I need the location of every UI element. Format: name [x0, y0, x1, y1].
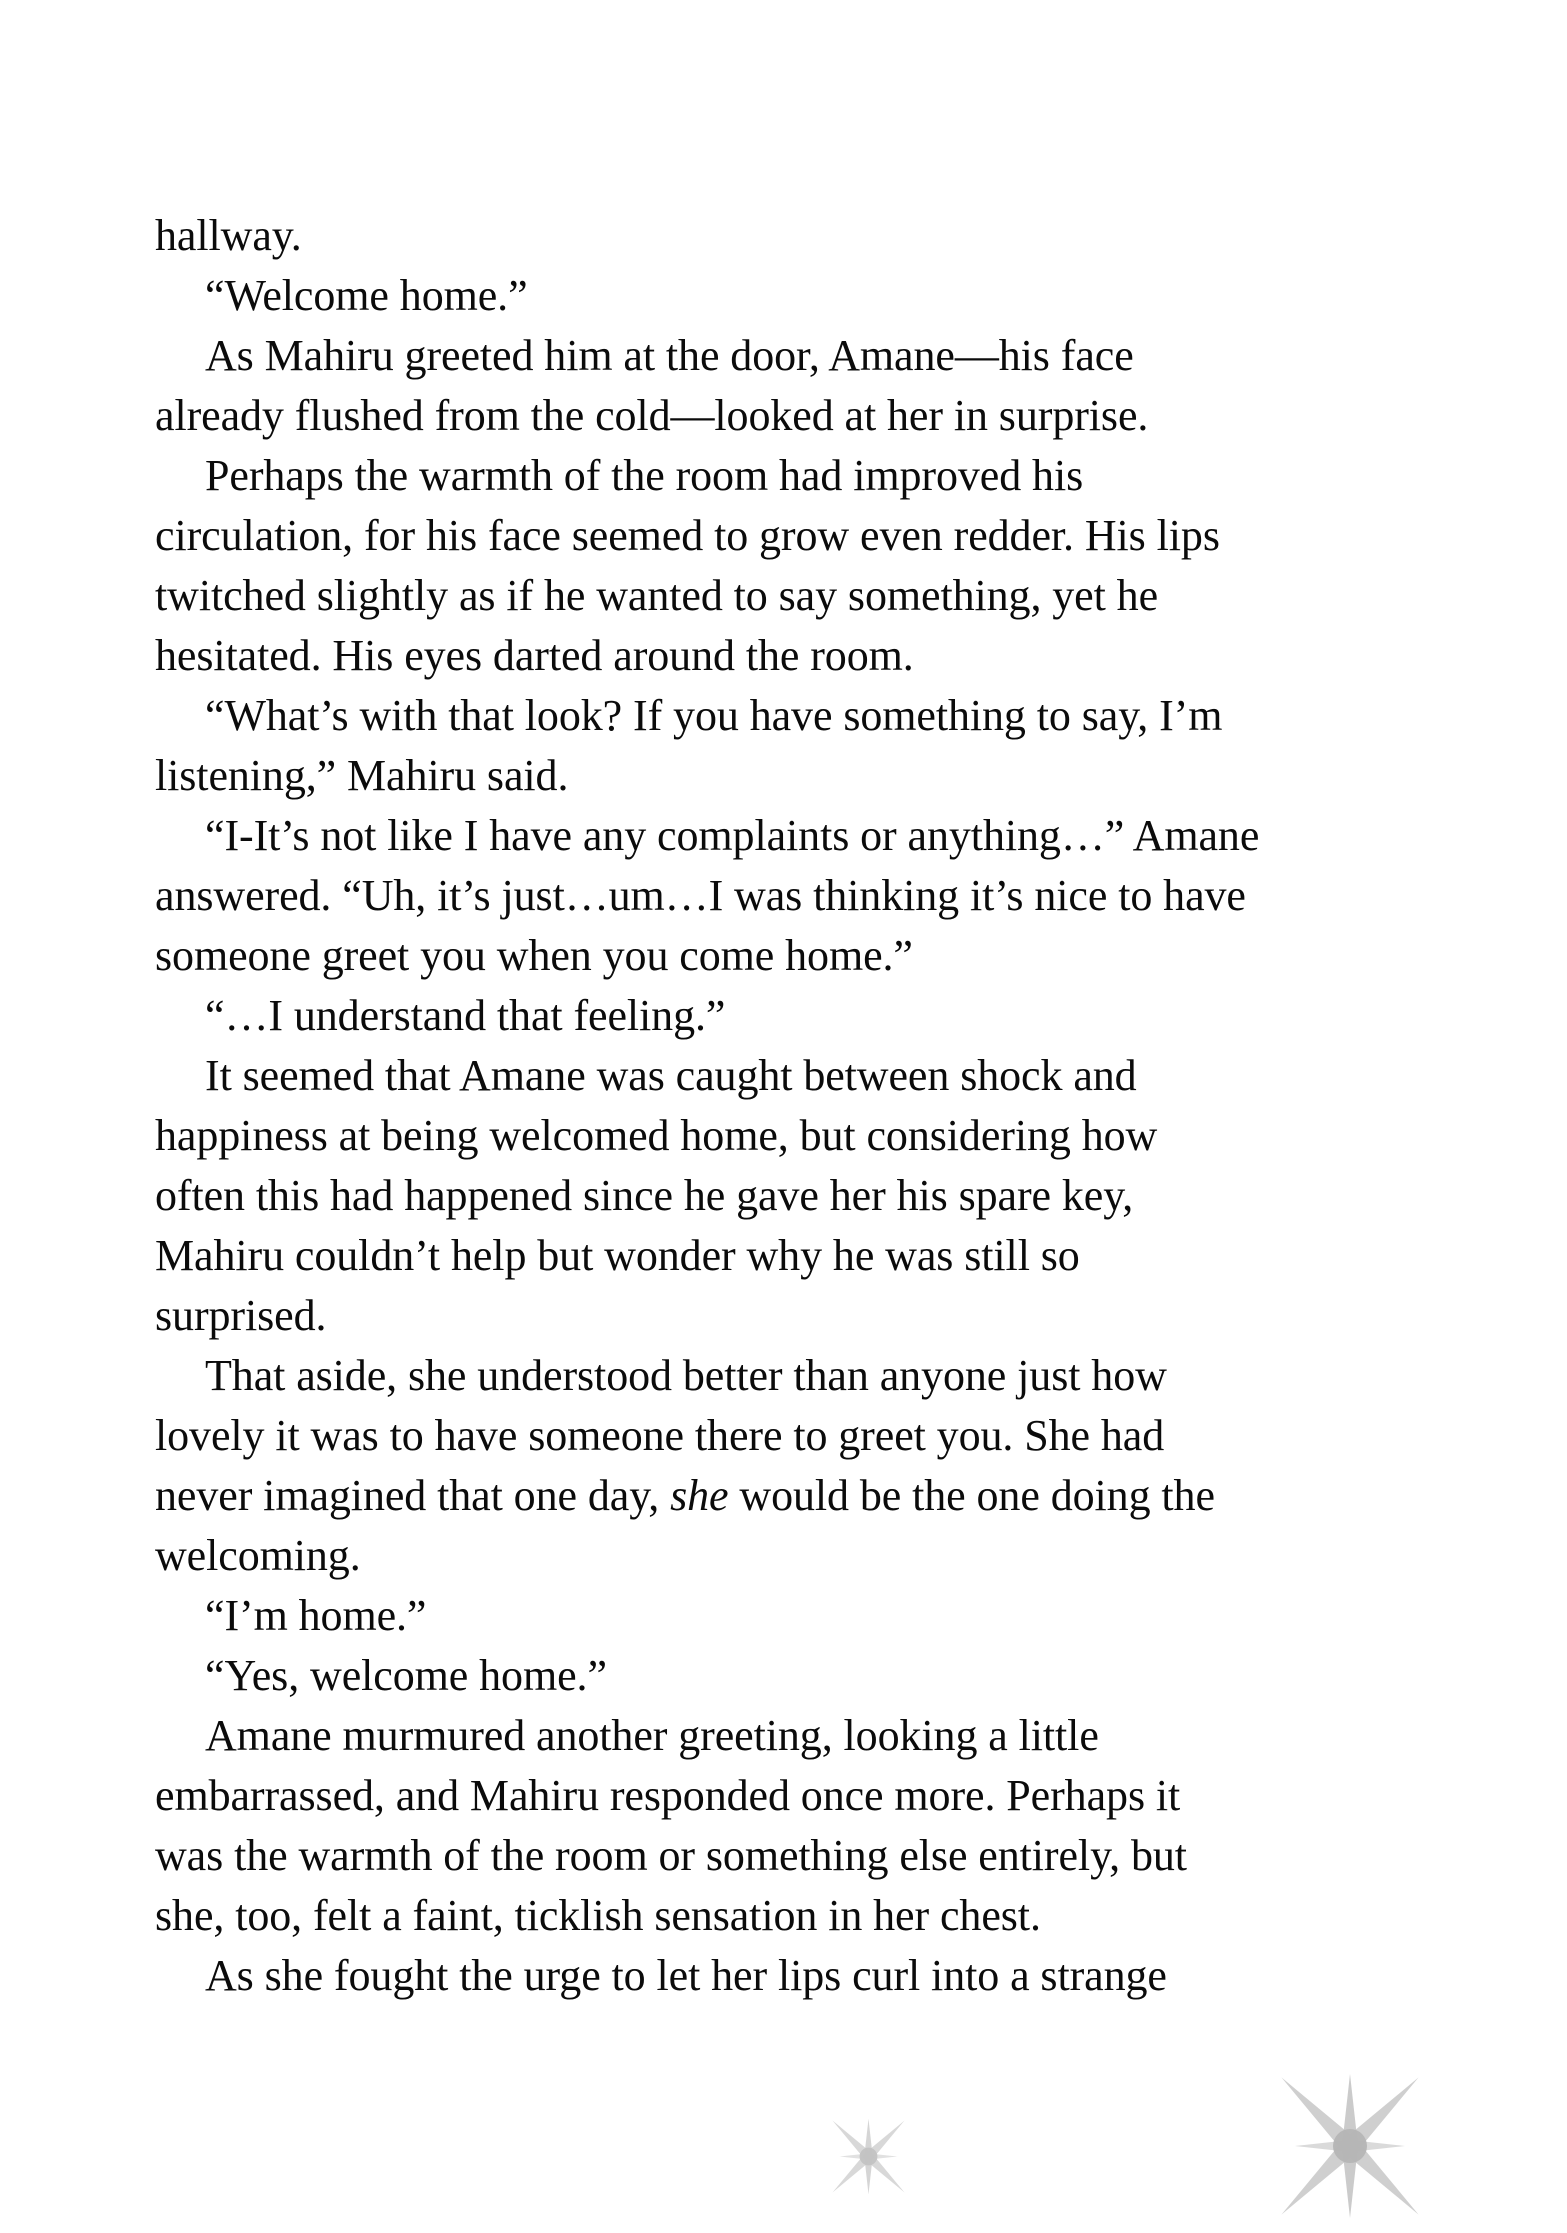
text-segment: embarrassed, and Mahiru responded once more. Perhaps it	[155, 1771, 1181, 1820]
text-line	[155, 866, 1465, 926]
text-line	[155, 806, 1465, 866]
text-line	[155, 626, 1465, 686]
text-line	[155, 566, 1465, 626]
text-segment: never imagined that one day,	[155, 1471, 671, 1520]
text-line	[155, 986, 1465, 1046]
italic-text: she	[670, 1471, 729, 1520]
text-segment: “…I understand that feeling.”	[205, 991, 726, 1040]
text-line	[155, 1406, 1465, 1466]
text-line	[155, 1646, 1465, 1706]
text-line	[155, 1466, 1465, 1526]
text-segment: “I-It’s not like I have any complaints or anything…” Amane	[205, 811, 1260, 860]
text-line	[155, 1526, 1465, 1586]
text-segment: was the warmth of the room or something else entirely, but	[155, 1831, 1187, 1880]
text-line	[155, 686, 1465, 746]
text-segment: “Yes, welcome home.”	[205, 1651, 607, 1700]
text-segment: already flushed from the cold—looked at her in surprise.	[155, 391, 1149, 440]
text-segment: As Mahiru greeted him at the door, Amane—his face	[205, 331, 1134, 380]
text-segment: someone greet you when you come home.”	[155, 931, 913, 980]
text-segment: hallway.	[155, 211, 302, 260]
text-line	[155, 386, 1465, 446]
text-segment: hesitated. His eyes darted around the room.	[155, 631, 914, 680]
text-segment: answered. “Uh, it’s just…um…I was thinking it’s nice to have	[155, 871, 1246, 920]
sparkle-large-icon	[1250, 2046, 1450, 2233]
text-segment: That aside, she understood better than anyone just how	[205, 1351, 1167, 1400]
text-line	[155, 1766, 1465, 1826]
text-line	[155, 1886, 1465, 1946]
text-line	[155, 1046, 1465, 1106]
text-line	[155, 1946, 1465, 2006]
text-line	[155, 1346, 1465, 1406]
text-segment: listening,” Mahiru said.	[155, 751, 569, 800]
text-segment: “What’s with that look? If you have something to say, I’m	[205, 691, 1223, 740]
text-line	[155, 326, 1465, 386]
text-line	[155, 926, 1465, 986]
text-segment: circulation, for his face seemed to grow even redder. His lips	[155, 511, 1220, 560]
text-segment: welcoming.	[155, 1531, 361, 1580]
text-segment: twitched slightly as if he wanted to say something, yet he	[155, 571, 1159, 620]
text-segment: happiness at being welcomed home, but considering how	[155, 1111, 1158, 1160]
text-segment: surprised.	[155, 1291, 327, 1340]
text-segment: Perhaps the warmth of the room had improved his	[205, 451, 1084, 500]
sparkle-small-icon	[816, 2104, 921, 2209]
text-line	[155, 1286, 1465, 1346]
text-line	[155, 1226, 1465, 1286]
text-segment: often this had happened since he gave her his spare key,	[155, 1171, 1134, 1220]
text-segment: Amane murmured another greeting, looking a little	[205, 1711, 1099, 1760]
body-text	[155, 206, 1465, 2006]
text-line	[155, 1586, 1465, 1646]
text-line	[155, 206, 1465, 266]
text-segment: lovely it was to have someone there to greet you. She had	[155, 1411, 1165, 1460]
text-line	[155, 506, 1465, 566]
text-line	[155, 446, 1465, 506]
text-segment: It seemed that Amane was caught between shock and	[205, 1051, 1137, 1100]
text-segment: would be the one doing the	[728, 1471, 1215, 1520]
text-segment: “I’m home.”	[205, 1591, 427, 1640]
text-line	[155, 266, 1465, 326]
text-segment: As she fought the urge to let her lips curl into a strange	[205, 1951, 1167, 2000]
text-line	[155, 1106, 1465, 1166]
text-line	[155, 746, 1465, 806]
text-line	[155, 1706, 1465, 1766]
text-segment: “Welcome home.”	[205, 271, 528, 320]
text-line	[155, 1826, 1465, 1886]
text-segment: she, too, felt a faint, ticklish sensation in her chest.	[155, 1891, 1041, 1940]
text-segment: Mahiru couldn’t help but wonder why he was still so	[155, 1231, 1080, 1280]
text-line	[155, 1166, 1465, 1226]
